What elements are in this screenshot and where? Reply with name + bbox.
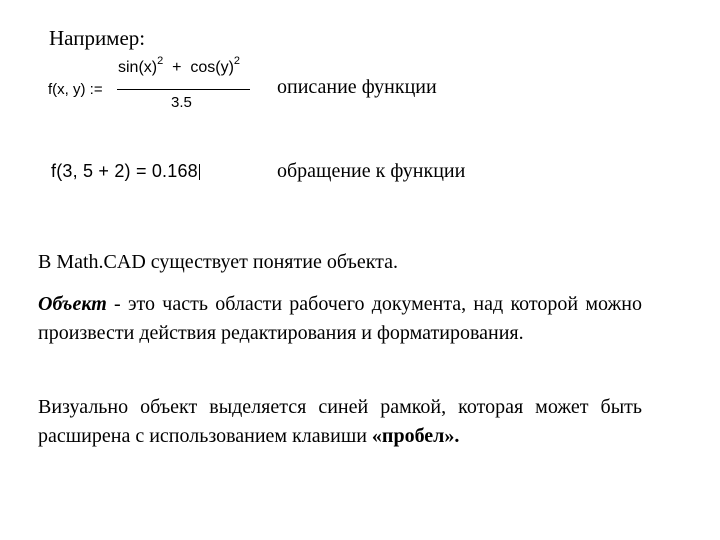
text-cursor (199, 164, 200, 180)
formula-call (51, 161, 200, 182)
paragraph-object-definition (38, 290, 642, 348)
fraction-line (117, 89, 250, 90)
formula-definition-description: описание функции (277, 76, 437, 98)
formula-definition-denominator: 3.5 (171, 94, 192, 111)
paragraph-visual-selection (38, 393, 642, 451)
formula-definition (48, 55, 263, 120)
numerator-plus: + (172, 59, 182, 76)
example-label: Например: (49, 26, 146, 50)
formula-definition-numerator (118, 55, 241, 77)
numerator-exponent-2: 2 (233, 55, 241, 67)
paragraph-mathcad-object: В Math.CAD существует понятие объекта. (38, 251, 399, 273)
numerator-cos: cos(y) (190, 59, 234, 76)
numerator-exponent-1: 2 (157, 55, 164, 67)
formula-definition-lhs: f(x, y) := (48, 81, 103, 98)
visual-selection-text: Визуально объект выделяется синей рамкой, которая может быть расширена с использованием клавиши (38, 396, 642, 447)
numerator-sin: sin(x) (118, 59, 158, 76)
object-definition-text: - это часть области рабочего документа, над которой можно произвести действия редактирования и форматирования. (38, 293, 642, 344)
space-key-label: «пробел». (371, 425, 460, 447)
object-term: Объект (38, 293, 107, 315)
formula-call-description: обращение к функции (277, 160, 466, 182)
formula-call-expression: f(3, 5 + 2) = 0.168 (51, 161, 198, 181)
